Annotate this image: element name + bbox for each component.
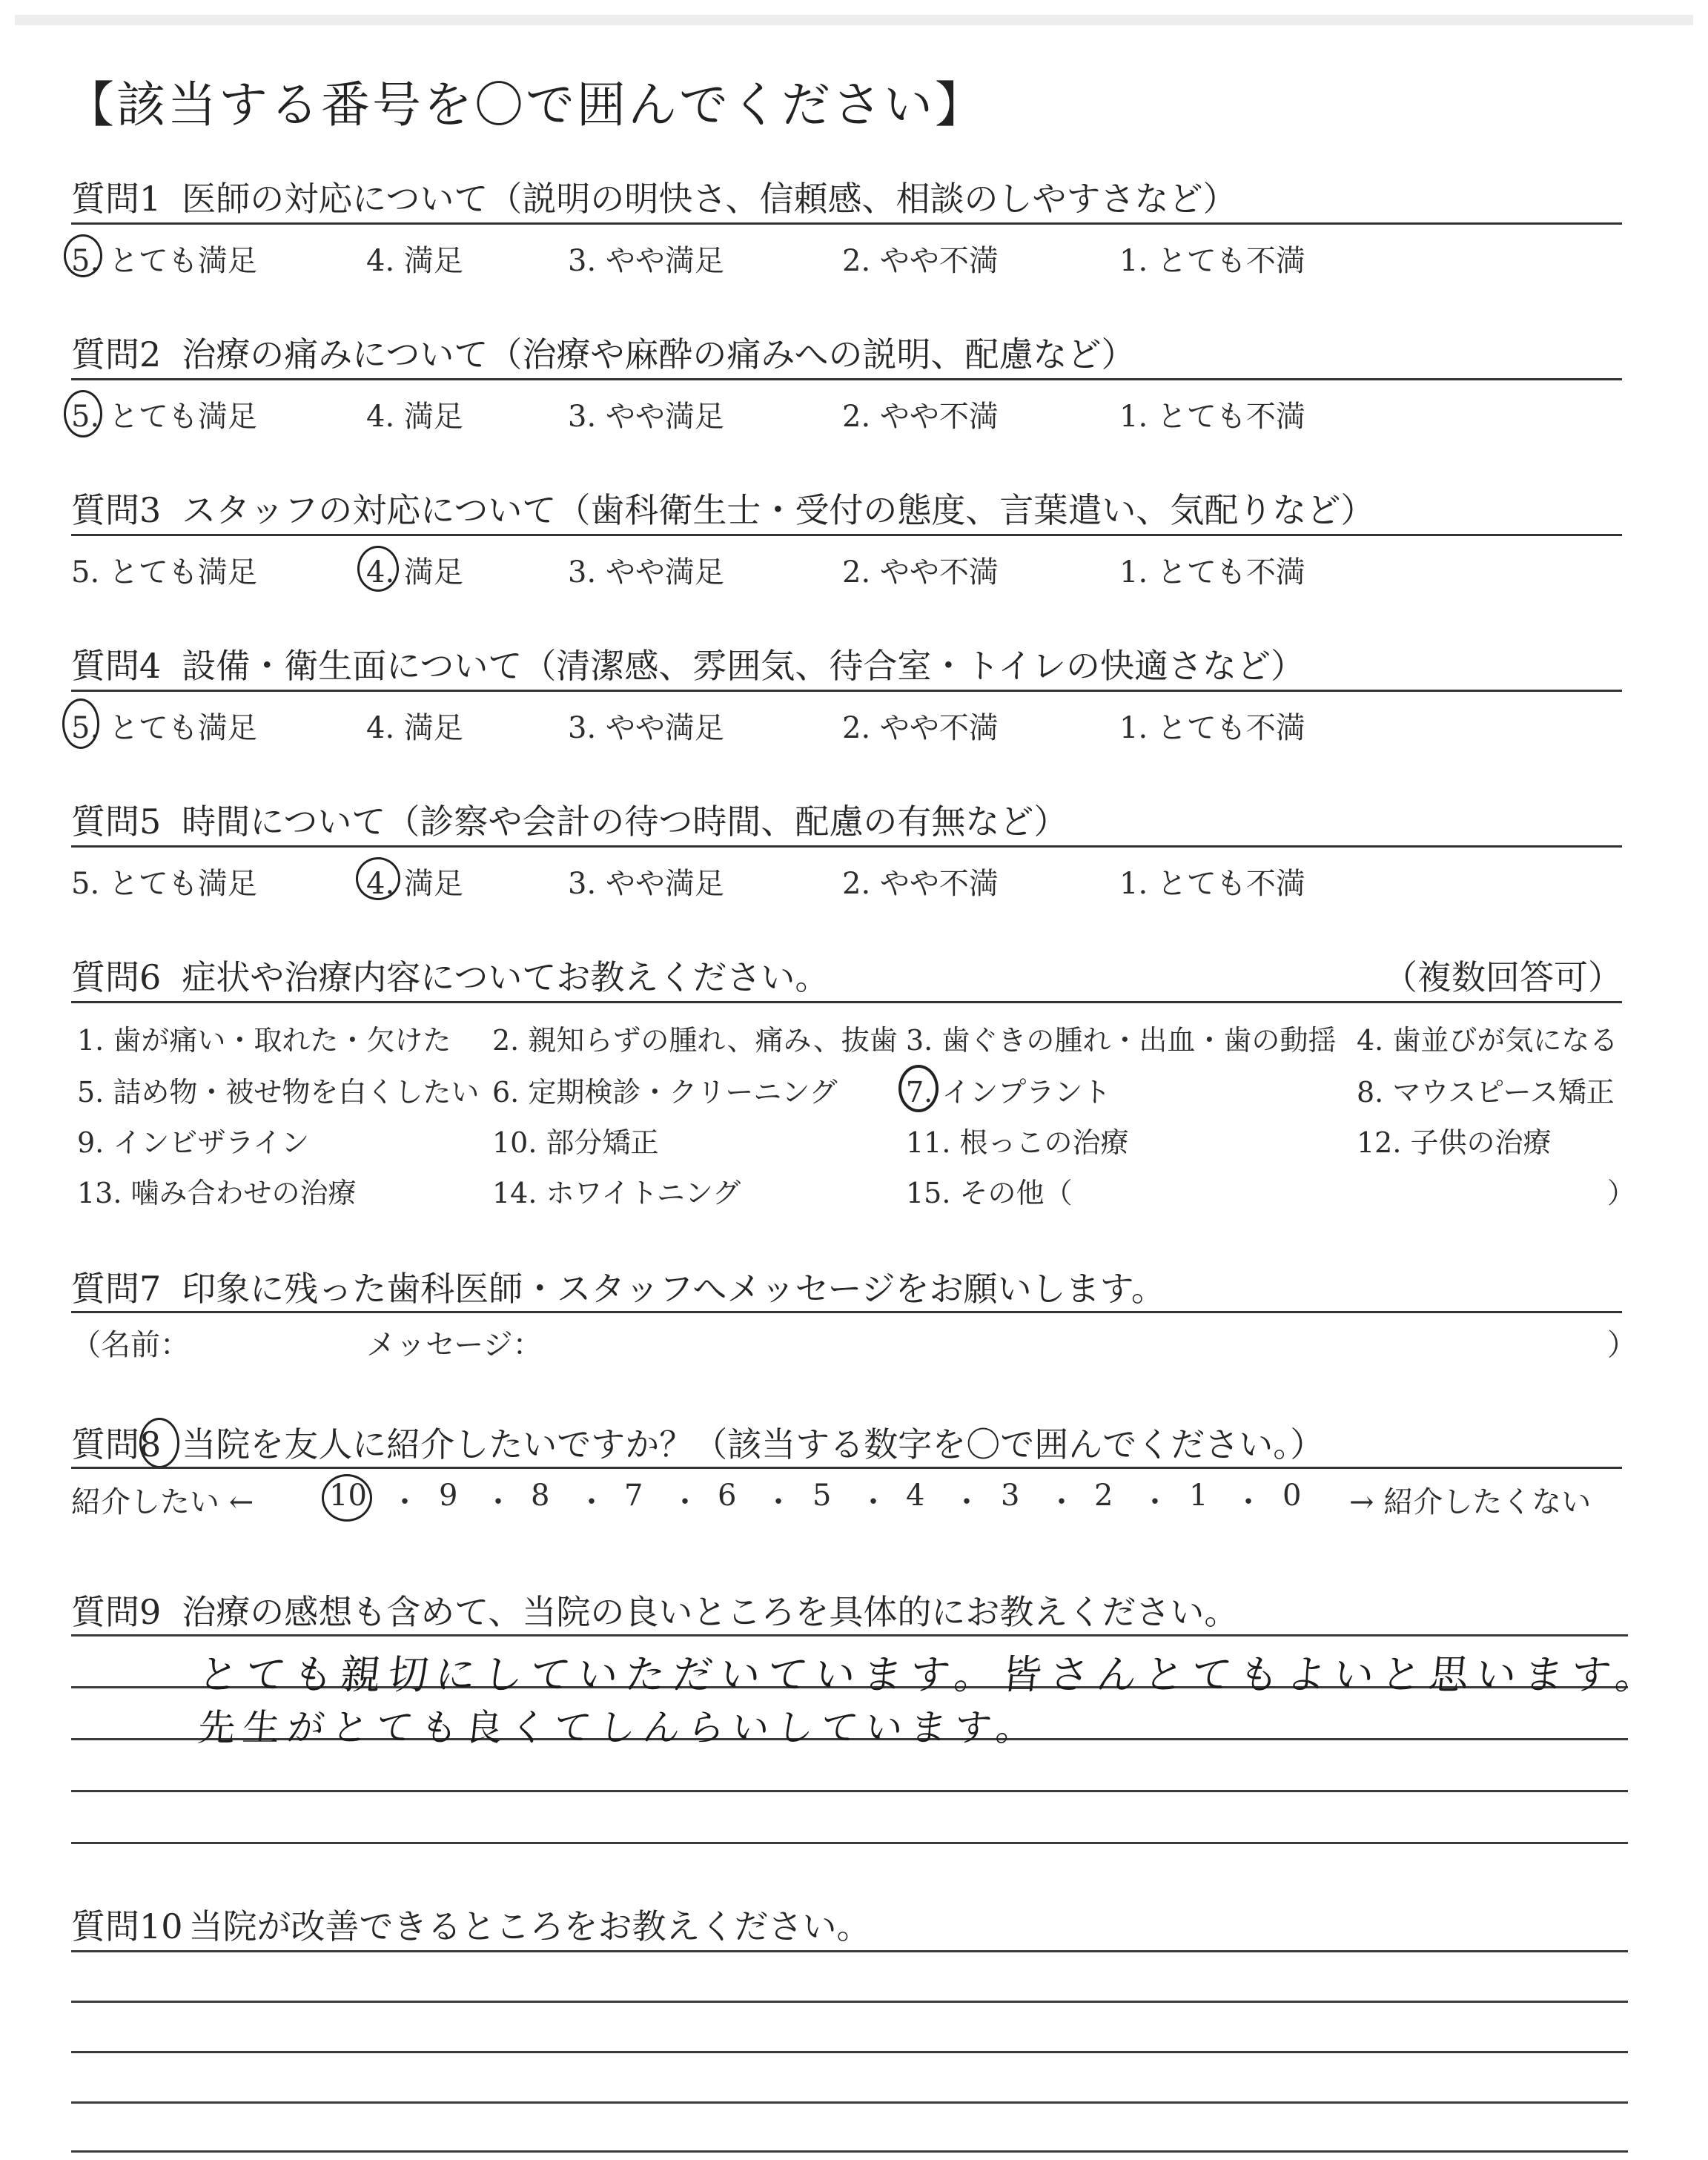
q5-option-5[interactable]: 5. とても満足 (71, 867, 257, 901)
q6-option-11[interactable]: 11. 根っこの治療 (906, 1126, 1129, 1159)
q2-option-2[interactable]: 2. やや不満 (842, 400, 999, 434)
q5-title: 時間について（診察や会計の待つ時間、配慮の有無など） (182, 802, 1068, 842)
q7-message-label: メッセージ： (366, 1328, 543, 1362)
q7-close-paren: ） (1607, 1328, 1637, 1362)
q8-scale-6[interactable]: 6 (718, 1479, 737, 1513)
q5-selection-circle (356, 857, 400, 900)
q2-selection-circle (64, 390, 102, 437)
q8-scale-9[interactable]: 9 (439, 1479, 458, 1513)
q1-number: 質問1 (71, 179, 162, 219)
q8-heading (71, 1418, 1324, 1467)
q5-number: 質問5 (71, 802, 162, 842)
q6-option-7[interactable]: 7. インプラント (906, 1076, 1111, 1109)
q3-option-4[interactable]: 4. 満足 (366, 555, 463, 589)
q4-option-1[interactable]: 1. とても不満 (1119, 711, 1305, 745)
q6-option-5[interactable]: 5. 詰め物・被せ物を白くしたい (77, 1076, 480, 1109)
q6-option-6[interactable]: 6. 定期検診・クリーニング (492, 1076, 838, 1109)
q1-option-1[interactable]: 1. とても不満 (1119, 244, 1305, 278)
q2-title: 治療の痛みについて（治療や麻酔の痛みへの説明、配慮など） (182, 334, 1136, 374)
q10-line-3 (71, 2051, 1628, 2053)
q7-number: 質問7 (71, 1269, 162, 1309)
q6-option-14[interactable]: 14. ホワイトニング (492, 1177, 741, 1209)
q2-number: 質問2 (71, 334, 162, 374)
q1-selection-circle (64, 234, 102, 277)
q1-option-4[interactable]: 4. 満足 (366, 244, 463, 278)
q4-rule (71, 690, 1622, 692)
q8-right-label: → 紹介したくない (1349, 1485, 1592, 1519)
q8-scale-3[interactable]: 3 (1001, 1479, 1020, 1513)
q9-line-5 (71, 1842, 1628, 1844)
q10-line-2 (71, 2001, 1628, 2003)
q9-line-1 (71, 1634, 1628, 1636)
q7-title: 印象に残った歯科医師・スタッフへメッセージをお願いします。 (182, 1269, 1165, 1309)
q4-option-5[interactable]: 5. とても満足 (71, 711, 257, 745)
q6-number: 質問6 (71, 957, 162, 997)
q8-rule (71, 1467, 1622, 1469)
q4-title: 設備・衛生面について（清潔感、雰囲気、待合室・トイレの快適さなど） (182, 646, 1305, 686)
q8-scale-5[interactable]: 5 (812, 1479, 832, 1513)
q6-rule (71, 1001, 1622, 1003)
q7-name-label: （名前： (71, 1328, 190, 1362)
q8-separator: ・ (858, 1485, 888, 1519)
q3-selection-circle (357, 546, 399, 592)
q1-rule (71, 222, 1622, 225)
q5-option-3[interactable]: 3. やや満足 (568, 867, 724, 901)
q8-scale-8[interactable]: 8 (531, 1479, 550, 1513)
q3-option-3[interactable]: 3. やや満足 (568, 555, 724, 589)
q10-number: 質問10 (71, 1906, 183, 1946)
q9-handwritten-answer-2: 先生がとても良くてしんらいしています。 (196, 1706, 1043, 1749)
q1-heading (71, 172, 1237, 221)
q8-number: 質問8 (71, 1424, 162, 1464)
q5-option-4[interactable]: 4. 満足 (366, 867, 463, 901)
q8-scale-1[interactable]: 1 (1189, 1479, 1208, 1513)
q6-option-3[interactable]: 3. 歯ぐきの腫れ・出血・歯の動揺 (906, 1024, 1337, 1057)
q6-option-13[interactable]: 13. 噛み合わせの治療 (77, 1177, 357, 1209)
q8-separator: ・ (952, 1485, 982, 1519)
q5-rule (71, 845, 1622, 848)
q9-handwritten-answer-1: とても親切にしていただいています。皆さんとてもよいと思います。 (196, 1651, 1666, 1698)
q9-number: 質問9 (71, 1592, 162, 1632)
q3-rule (71, 534, 1622, 536)
q2-heading (71, 328, 1135, 377)
q8-title: 当院を友人に紹介したいですか？（該当する数字を〇で囲んでください。） (182, 1424, 1325, 1464)
q2-rule (71, 378, 1622, 380)
q5-option-1[interactable]: 1. とても不満 (1119, 867, 1305, 901)
q6-heading (71, 951, 1622, 1000)
q5-option-2[interactable]: 2. やや不満 (842, 867, 999, 901)
q8-number-circle (139, 1418, 179, 1468)
q3-title: スタッフの対応について（歯科衛生士・受付の態度、言葉遣い、気配りなど） (182, 490, 1375, 530)
q4-number: 質問4 (71, 646, 162, 686)
q8-separator: ・ (1047, 1485, 1076, 1519)
q6-note: （複数回答可） (1383, 957, 1622, 997)
q1-option-5[interactable]: 5. とても満足 (71, 244, 257, 278)
q6-option-8[interactable]: 8. マウスピース矯正 (1357, 1076, 1615, 1109)
q6-option-15[interactable]: 15. その他（ (906, 1177, 1073, 1209)
q2-option-1[interactable]: 1. とても不満 (1119, 400, 1305, 434)
q6-option-10[interactable]: 10. 部分矯正 (492, 1126, 659, 1159)
q9-heading (71, 1585, 1238, 1634)
q4-selection-circle (62, 698, 99, 749)
q8-separator: ・ (577, 1485, 606, 1519)
q8-separator: ・ (1234, 1485, 1263, 1519)
q6-selection-circle (898, 1065, 939, 1112)
q3-number: 質問3 (71, 490, 162, 530)
q1-option-2[interactable]: 2. やや不満 (842, 244, 999, 278)
q4-option-3[interactable]: 3. やや満足 (568, 711, 724, 745)
q10-heading (71, 1900, 871, 1949)
q10-line-4 (71, 2101, 1628, 2104)
q6-title: 症状や治療内容についてお教えください。 (182, 957, 830, 997)
q4-option-4[interactable]: 4. 満足 (366, 711, 463, 745)
q10-title: 当院が改善できるところをお教えください。 (188, 1906, 871, 1946)
q6-option-1[interactable]: 1. 歯が痛い・取れた・欠けた (77, 1024, 451, 1057)
form-header: 【該当する番号を〇で囲んでください】 (65, 76, 986, 133)
q8-left-label: 紹介したい ← (71, 1485, 254, 1519)
q2-option-5[interactable]: 5. とても満足 (71, 400, 257, 434)
q9-line-4 (71, 1790, 1628, 1792)
q3-option-1[interactable]: 1. とても不満 (1119, 555, 1305, 589)
q6-option-4[interactable]: 4. 歯並びが気になる (1357, 1024, 1618, 1057)
q7-heading (71, 1262, 1165, 1311)
q10-line-5 (71, 2150, 1628, 2153)
q8-separator: ・ (670, 1485, 700, 1519)
scan-edge (15, 15, 1693, 25)
q6-option-9[interactable]: 9. インビザライン (77, 1126, 310, 1159)
q8-separator: ・ (764, 1485, 793, 1519)
q8-separator: ・ (483, 1485, 513, 1519)
q2-option-3[interactable]: 3. やや満足 (568, 400, 724, 434)
q3-heading (71, 483, 1374, 532)
q8-selection-circle (322, 1474, 372, 1522)
q1-option-3[interactable]: 3. やや満足 (568, 244, 724, 278)
q4-heading (71, 639, 1305, 688)
q9-title: 治療の感想も含めて、当院の良いところを具体的にお教えください。 (182, 1592, 1239, 1632)
q6-option-2[interactable]: 2. 親知らずの腫れ、痛み、抜歯 (492, 1024, 898, 1057)
q8-scale-4[interactable]: 4 (906, 1479, 925, 1513)
q8-scale-10[interactable]: 10 (329, 1479, 367, 1513)
q10-line-1 (71, 1950, 1628, 1952)
q1-title: 医師の対応について（説明の明快さ、信頼感、相談のしやすさなど） (182, 179, 1237, 219)
q3-option-5[interactable]: 5. とても満足 (71, 555, 257, 589)
q4-option-2[interactable]: 2. やや不満 (842, 711, 999, 745)
q2-option-4[interactable]: 4. 満足 (366, 400, 463, 434)
q3-option-2[interactable]: 2. やや不満 (842, 555, 999, 589)
q8-scale-2[interactable]: 2 (1094, 1479, 1113, 1513)
q8-separator: ・ (390, 1485, 420, 1519)
q5-heading (71, 795, 1068, 844)
q8-separator: ・ (1140, 1485, 1170, 1519)
q8-scale-0[interactable]: 0 (1282, 1479, 1302, 1513)
q6-option-12[interactable]: 12. 子供の治療 (1357, 1126, 1552, 1159)
q8-scale-7[interactable]: 7 (624, 1479, 643, 1513)
q7-rule (71, 1311, 1622, 1313)
q6-option-15-close: ） (1607, 1177, 1636, 1209)
